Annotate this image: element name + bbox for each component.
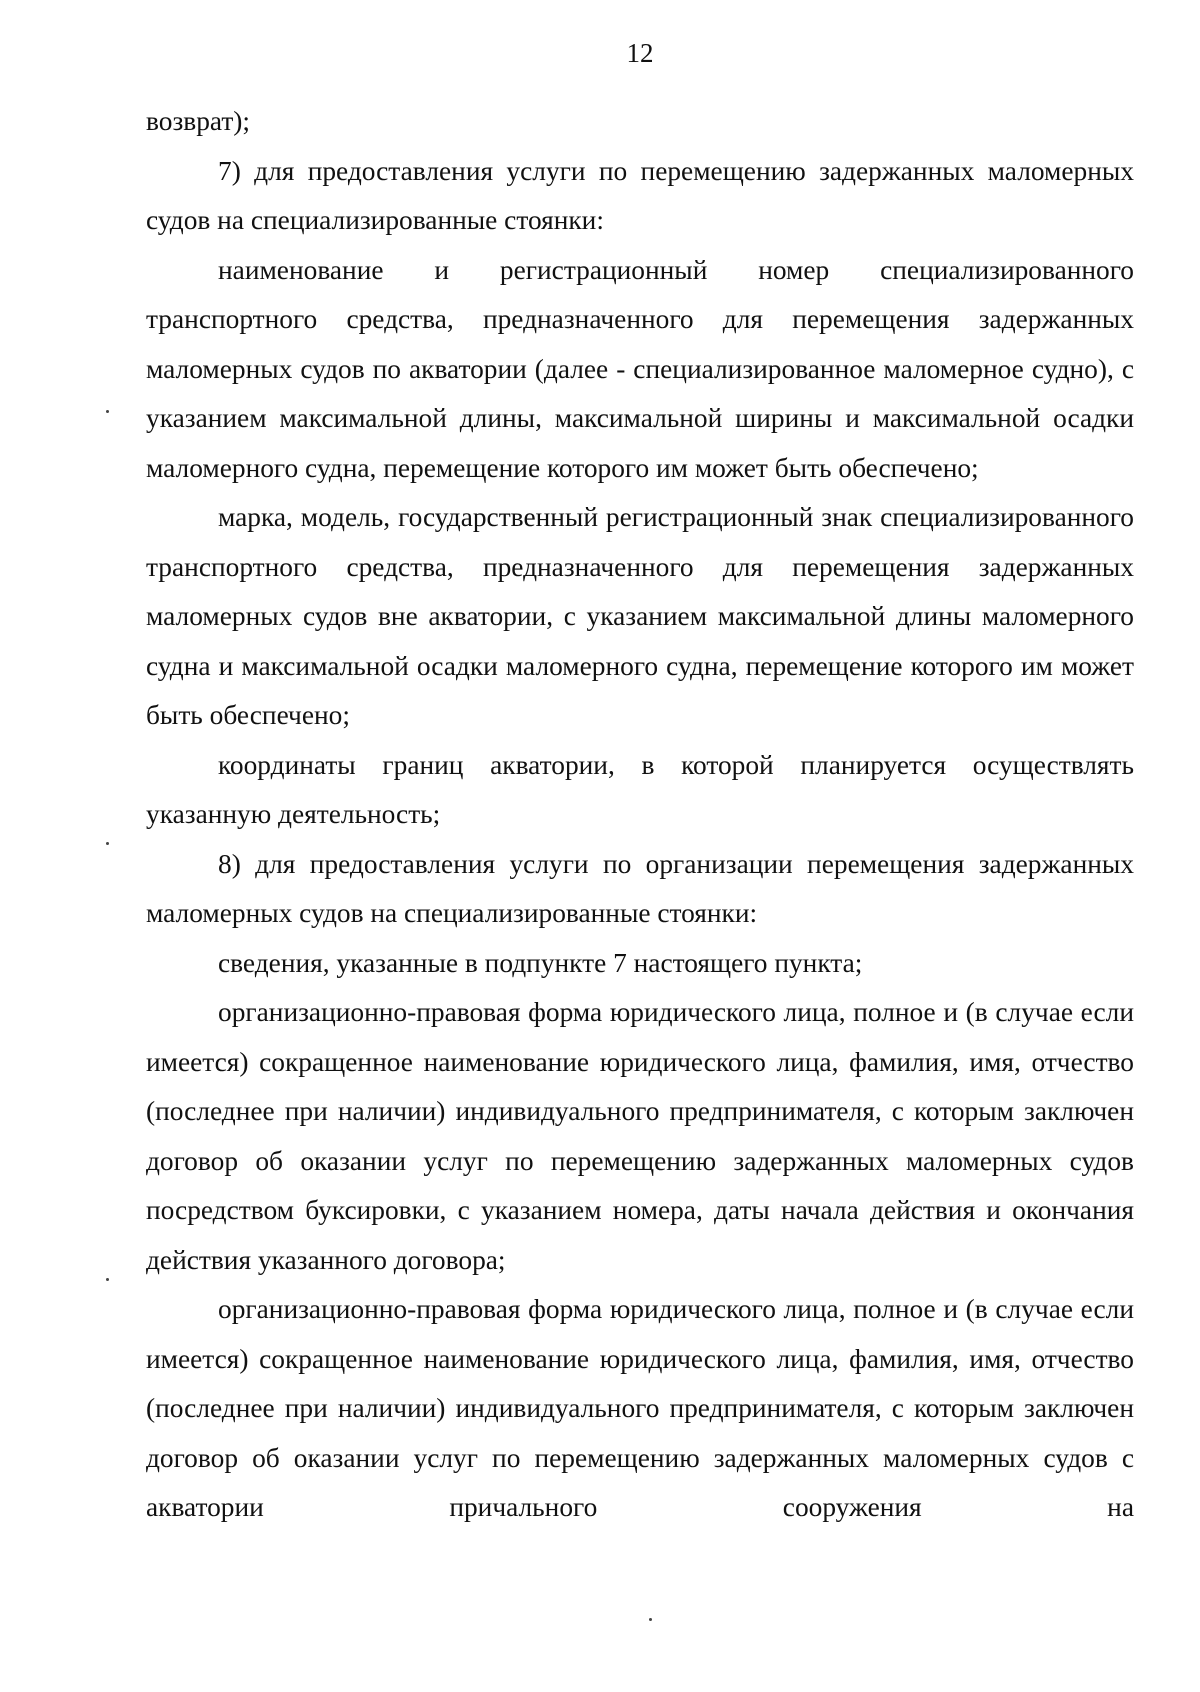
paragraph-item-8: 8) для предоставления услуги по организации перемещения задержанных маломерных судов на специализированные стоянки: <box>146 848 1134 928</box>
page-number: 12 <box>626 38 654 68</box>
paragraph-water-area-coordinates: координаты границ акватории, в которой планируется осуществлять указанную деятельность; <box>146 749 1134 829</box>
scan-speck <box>106 1278 109 1281</box>
paragraph-towing-contract: организационно-правовая форма юридического лица, полное и (в случае если имеется) сокращенное наименование юридического лица, фамилия, имя, отчество (последнее при наличии) индивидуального предпринимателя, с которым заключен договор об оказании услуг по перемещению задержанных маломерных судов посредством буксировки, с указанием номера, даты начала действия и окончания действия указанного договора; <box>146 997 1134 1275</box>
paragraph-reference-item-7: сведения, указанные в подпункте 7 настоящего пункта; <box>218 947 863 978</box>
paragraph-vehicle-brand: марка, модель, государственный регистрационный знак специализированного транспортного средства, предназначенного для перемещения задержанных маломерных судов вне акватории, с указанием максимальной длины маломерного судна и максимальной осадки маломерного судна, перемещение которого им может быть обеспечено; <box>146 502 1134 730</box>
scan-speck <box>106 410 109 413</box>
paragraph-continuation: возврат); <box>146 106 251 136</box>
scan-speck <box>106 842 109 845</box>
paragraph-item-7: 7) для предоставления услуги по перемещению задержанных маломерных судов на специализированные стоянки: <box>146 155 1134 235</box>
document-body <box>146 97 1134 1533</box>
paragraph-vessel-name: наименование и регистрационный номер специализированного транспортного средства, предназначенного для перемещения задержанных маломерных судов по акватории (далее - специализированное маломерное судно), с указанием максимальной длины, максимальной ширины и максимальной осадки маломерного судна, перемещение которого им может быть обеспечено; <box>146 254 1134 483</box>
paragraph-berth-contract: организационно-правовая форма юридического лица, полное и (в случае если имеется) сокращенное наименование юридического лица, фамилия, имя, отчество (последнее при наличии) индивидуального предпринимателя, с которым заключен договор об оказании услуг по перемещению задержанных маломерных судов с акватории причального сооружения на <box>146 1294 1134 1522</box>
scan-speck <box>649 1618 652 1621</box>
